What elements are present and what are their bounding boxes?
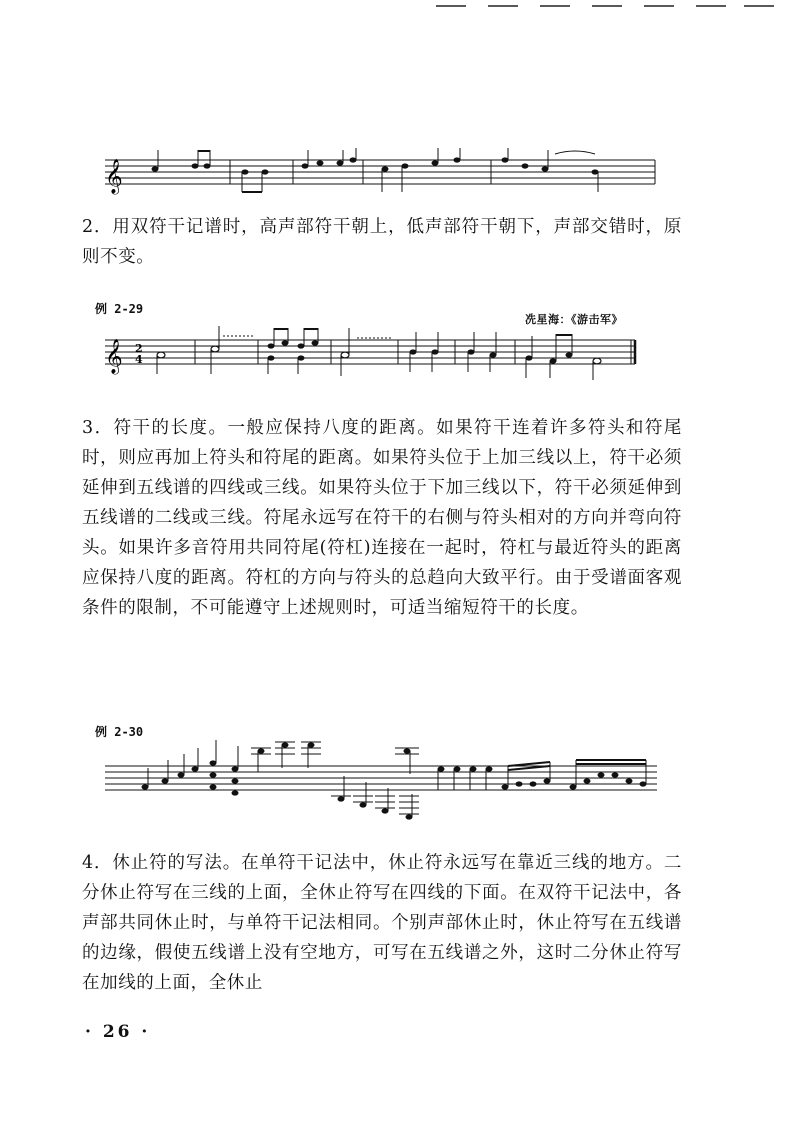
paragraph-rule-4: 4．休止符的写法。在单符干记法中，休止符永远写在靠近三线的地方。二分休止符写在三线的上面，全休止符写在四线的下面。在双符干记法中，各声部共同休止时，与单符干记法相同。个别声部休止时，休止符写在五线谱的边缘，假使五线谱上没有空地方，可写在五线谱之外，这时二分休止符写在加线的上面，全休止 bbox=[82, 853, 682, 993]
music-staff-example-2-29 bbox=[95, 322, 665, 382]
svg-text:2: 2 bbox=[135, 342, 143, 355]
header-rule-marks bbox=[436, 0, 776, 12]
example-label-2-30: 例 2-30 bbox=[95, 725, 144, 739]
page-number: · 26 · bbox=[85, 1022, 151, 1042]
music-staff-example-2-30 bbox=[95, 740, 665, 820]
paragraph-rule-2: 2．用双符干记谱时，高声部符干朝上，低声部符干朝下，声部交错时，原则不变。 bbox=[82, 217, 682, 267]
example-attribution-2-29: 冼星海：《游击军》 bbox=[525, 313, 623, 326]
music-staff-example-top bbox=[95, 148, 665, 200]
svg-text:4: 4 bbox=[135, 353, 143, 366]
svg-text:𝄞: 𝄞 bbox=[105, 339, 123, 374]
example-label-2-29: 例 2-29 bbox=[95, 302, 144, 316]
svg-text:𝄞: 𝄞 bbox=[105, 159, 123, 194]
paragraph-rule-3: 3．符干的长度。一般应保持八度的距离。如果符干连着许多符头和符尾时，则应再加上符头和符尾的距离。如果符头位于上加三线以上，符干必须延伸到五线谱的四线或三线。如果符头位于下加三线以下，符干必须延伸到五线谱的二线或三线。符尾永远写在符干的右侧与符头相对的方向并弯向符头。如果许多音符用共同符尾(符杠)连接在一起时，符杠与最近符头的距离应保持八度的距离。符杠的方向与符头的总趋向大致平行。由于受谱面客观条件的限制，不可能遵守上述规则时，可适当缩短符干的长度。 bbox=[82, 418, 682, 618]
